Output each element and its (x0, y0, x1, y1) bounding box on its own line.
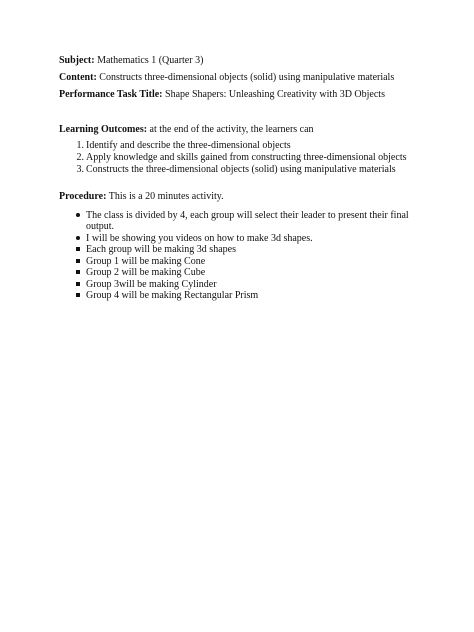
procedure-text: Each group will be making 3d shapes (86, 244, 236, 255)
procedure-text: Group 1 will be making Cone (86, 256, 206, 267)
bullet-square-icon (74, 267, 82, 279)
bullet-square-icon (74, 290, 82, 302)
outcome-text: Identify and describe the three-dimensional objects (86, 140, 291, 151)
content-line (59, 72, 394, 84)
procedure-text-continued: output. (86, 221, 115, 232)
bullet-dot-icon (74, 210, 82, 222)
outcome-text: Constructs the three-dimensional objects (solid) using manipulative materials (86, 164, 396, 175)
subject-value: Mathematics 1 (Quarter 3) (97, 55, 204, 66)
outcome-text: Apply knowledge and skills gained from constructing three-dimensional objects (86, 152, 407, 163)
procedure-heading (59, 191, 224, 203)
bullet-square-icon (74, 244, 82, 256)
procedure-text: Group 3will be making Cylinder (86, 279, 217, 290)
task-title-value: Shape Shapers: Unleashing Creativity with 3D Objects (165, 89, 385, 100)
learning-outcomes-intro: at the end of the activity, the learners can (149, 124, 314, 135)
content-label: Content: (59, 72, 97, 83)
learning-outcomes-label: Learning Outcomes: (59, 124, 148, 135)
subject-line (59, 55, 203, 67)
procedure-text: Group 2 will be making Cube (86, 267, 206, 278)
outcome-number: 1. (76, 140, 84, 151)
task-title-line (59, 89, 385, 101)
outcome-number: 3. (76, 164, 84, 175)
procedure-text: I will be showing you videos on how to make 3d shapes. (86, 233, 313, 244)
procedure-label: Procedure: (59, 191, 107, 202)
task-title-label: Performance Task Title: (59, 89, 163, 100)
learning-outcomes-heading (59, 124, 314, 136)
outcome-number: 2. (76, 152, 84, 163)
procedure-text: The class is divided by 4, each group will select their leader to present their final (86, 210, 409, 221)
procedure-intro: This is a 20 minutes activity. (108, 191, 224, 202)
content-value: Constructs three-dimensional objects (solid) using manipulative materials (99, 72, 395, 83)
subject-label: Subject: (59, 55, 95, 66)
procedure-text: Group 4 will be making Rectangular Prism (86, 290, 259, 301)
